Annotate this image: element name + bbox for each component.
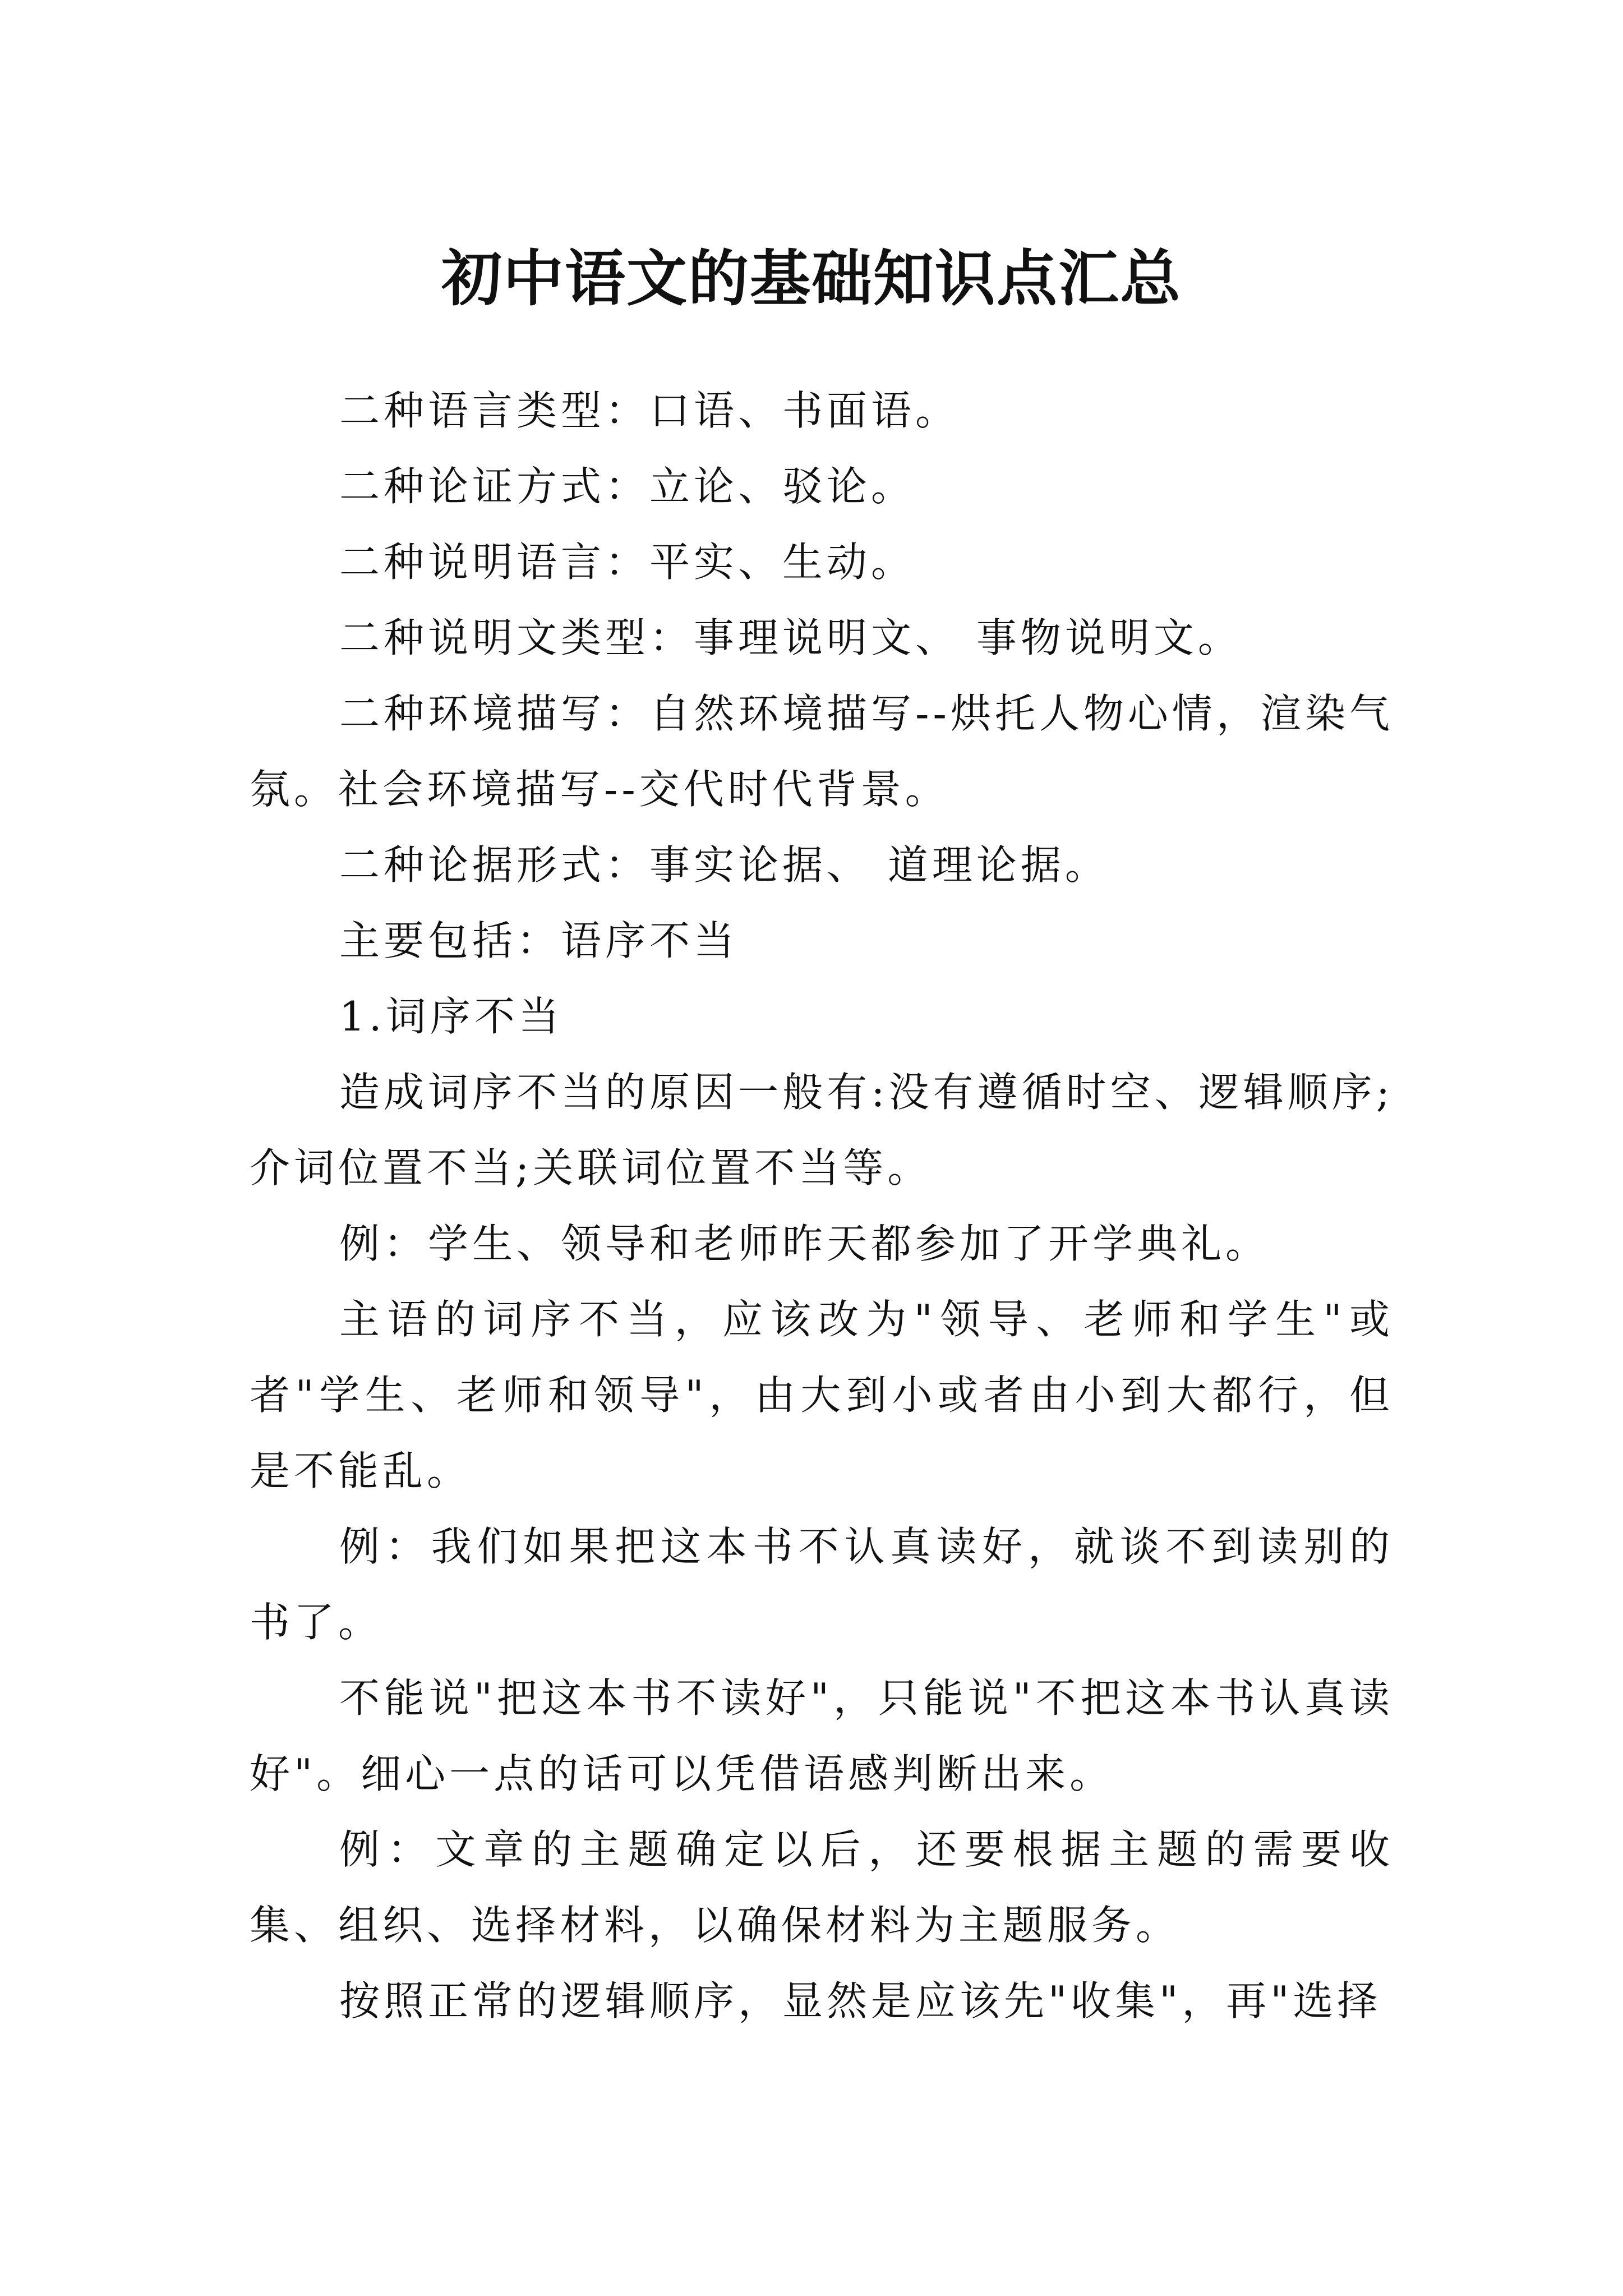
paragraph: 造成词序不当的原因一般有:没有遵循时空、逻辑顺序;介词位置不当;关联词位置不当等。 xyxy=(250,1069,1394,1191)
paragraph: 1.词序不当 xyxy=(339,993,563,1040)
paragraph: 主语的词序不当，应该改为"领导、老师和学生"或者"学生、老师和领导"，由大到小或者由小到大都行，但是不能乱。 xyxy=(250,1296,1394,1494)
paragraph: 二种论据形式：事实论据、 道理论据。 xyxy=(339,841,1109,889)
paragraph: 按照正常的逻辑顺序，显然是应该先"收集"，再"选择 xyxy=(339,1977,1382,2024)
document-title: 初中语文的基础知识点汇总 xyxy=(441,243,1182,315)
paragraph: 二种论证方式：立论、驳论。 xyxy=(339,463,916,510)
paragraph: 例：文章的主题确定以后，还要根据主题的需要收集、组织、选择材料，以确保材料为主题服务。 xyxy=(250,1826,1394,1949)
paragraph: 例：学生、领导和老师昨天都参加了开学典礼。 xyxy=(339,1220,1270,1267)
paragraph: 二种语言类型：口语、书面语。 xyxy=(339,387,960,434)
paragraph: 不能说"把这本书不读好"，只能说"不把这本书认真读好"。细心一点的话可以凭借语感判断出来。 xyxy=(250,1674,1394,1797)
paragraph: 二种说明文类型：事理说明文、 事物说明文。 xyxy=(339,614,1242,661)
paragraph: 二种环境描写：自然环境描写--烘托人物心情，渲染气氛。社会环境描写--交代时代背景。 xyxy=(250,690,1394,813)
paragraph: 例：我们如果把这本书不认真读好，就谈不到读别的书了。 xyxy=(250,1523,1394,1646)
document-body xyxy=(250,373,1394,2039)
paragraph: 二种说明语言：平实、生动。 xyxy=(339,539,916,586)
paragraph: 主要包括：语序不当 xyxy=(339,917,739,964)
